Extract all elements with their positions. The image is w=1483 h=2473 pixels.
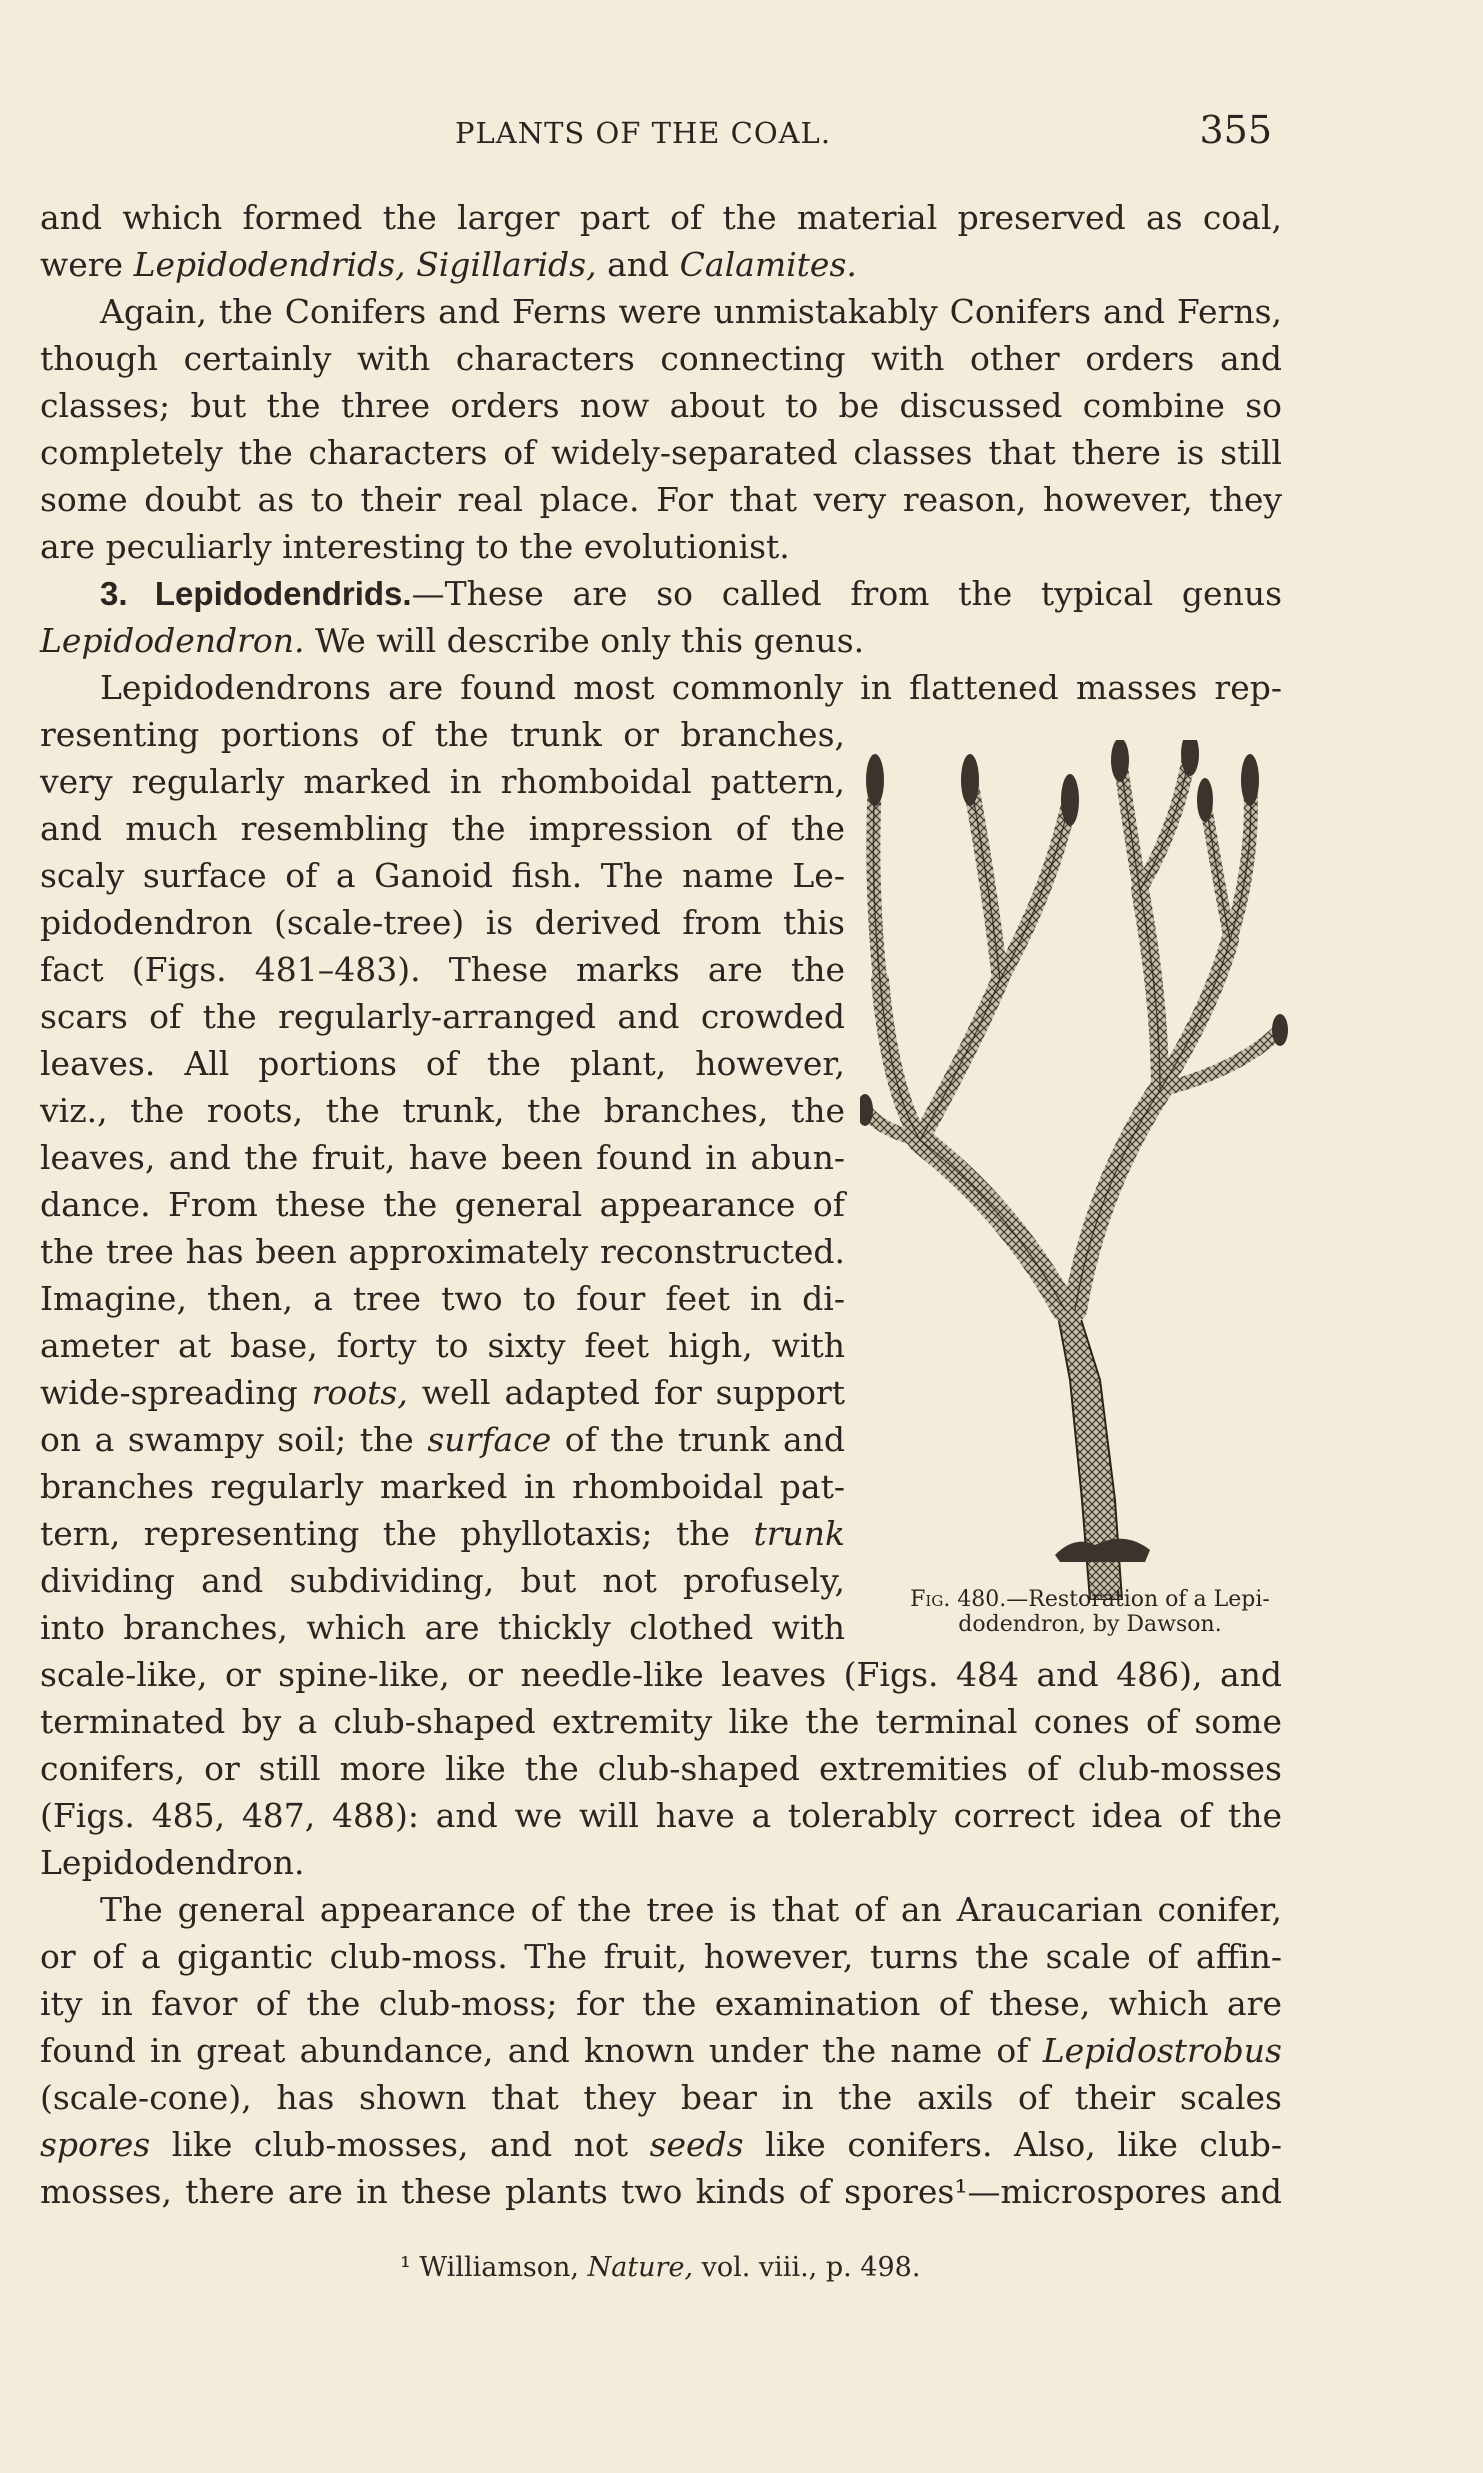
lepidodendron-illustration bbox=[860, 740, 1300, 1600]
italic-term: seeds bbox=[649, 2125, 744, 2164]
text-line: branches regularly marked in rhomboidal pat- bbox=[40, 1467, 845, 1506]
text-line: completely the characters of widely-separated classes that there is still bbox=[40, 433, 1282, 472]
text-line: and much resembling the impression of the bbox=[40, 809, 845, 848]
footnote-text: vol. viii., p. 498. bbox=[693, 2252, 921, 2283]
text-line: though certainly with characters connecting with other orders and bbox=[40, 339, 1282, 378]
text-line: very regularly marked in rhomboidal pattern, bbox=[40, 762, 845, 801]
page-number: 355 bbox=[1199, 108, 1272, 152]
text-line: classes; but the three orders now about to be discussed combine so bbox=[40, 386, 1282, 425]
text-line: leaves, and the fruit, have been found in abun- bbox=[40, 1138, 845, 1177]
text-line: or of a gigantic club-moss. The fruit, however, turns the scale of affin- bbox=[40, 1937, 1282, 1976]
text-span: were bbox=[40, 245, 134, 284]
italic-term: surface bbox=[427, 1420, 552, 1459]
text-line bbox=[40, 1371, 845, 1415]
text-line: scale-like, or spine-like, or needle-like leaves (Figs. 484 and 486), and bbox=[40, 1655, 1282, 1694]
text-line: conifers, or still more like the club-shaped extremities of club-mosses bbox=[40, 1749, 1282, 1788]
text-line: The general appearance of the tree is that of an Araucarian conifer, bbox=[100, 1890, 1282, 1929]
text-line: are peculiarly interesting to the evolutionist. bbox=[40, 527, 790, 566]
text-span: on a swampy soil; the bbox=[40, 1420, 428, 1459]
text-line: (Figs. 485, 487, 488): and we will have a tolerably correct idea of the bbox=[40, 1796, 1282, 1835]
text-span: and bbox=[596, 245, 680, 284]
text-span: like club-mosses, and not bbox=[150, 2125, 650, 2164]
text-span: well adapted for support bbox=[407, 1373, 845, 1412]
footnote-journal: Nature, bbox=[587, 2252, 694, 2283]
italic-term: trunk bbox=[753, 1514, 845, 1553]
italic-term: Calamites. bbox=[679, 245, 857, 284]
figure-caption bbox=[890, 1587, 1290, 1637]
text-span: found in great abundance, and known under the name of bbox=[40, 2031, 1043, 2070]
text-line: leaves. All portions of the plant, however, bbox=[40, 1044, 845, 1083]
text-span: tern, representing the phyllotaxis; the bbox=[40, 1514, 754, 1553]
caption-text: .—Restoration of a Lepi- bbox=[999, 1587, 1270, 1612]
italic-term: Lepidodendron. bbox=[40, 621, 305, 660]
text-line: scars of the regularly-arranged and crowded bbox=[40, 997, 845, 1036]
text-line: dance. From these the general appearance of bbox=[40, 1185, 845, 1224]
text-line: (scale-cone), has shown that they bear in the axils of their scales bbox=[40, 2078, 1282, 2117]
text-span: of the trunk and bbox=[551, 1420, 846, 1459]
text-line: into branches, which are thickly clothed with bbox=[40, 1608, 845, 1647]
italic-term: Lepidodendrids, bbox=[133, 245, 406, 284]
text-line: the tree has been approximately reconstructed. bbox=[40, 1232, 845, 1271]
running-header bbox=[40, 108, 1272, 152]
text-span: —These are so called from the typical genus bbox=[411, 574, 1283, 613]
caption-text: dodendron, by Dawson. bbox=[958, 1612, 1222, 1637]
text-span: wide-spreading bbox=[40, 1373, 312, 1412]
text-line: dividing and subdividing, but not profusely, bbox=[40, 1561, 845, 1600]
text-line bbox=[40, 2029, 1282, 2073]
text-line: Lepidodendrons are found most commonly in flattened masses rep- bbox=[100, 668, 1282, 707]
section-heading: 3. Lepidodendrids. bbox=[100, 575, 412, 612]
text-line: terminated by a club-shaped extremity like the terminal cones of some bbox=[40, 1702, 1282, 1741]
text-line: ity in favor of the club-moss; for the examination of these, which are bbox=[40, 1984, 1282, 2023]
text-line bbox=[40, 243, 1282, 287]
italic-term: spores bbox=[40, 2125, 151, 2164]
text-line: pidodendron (scale-tree) is derived from this bbox=[40, 903, 845, 942]
text-line: Lepidodendron. bbox=[40, 1843, 305, 1882]
text-span: We will describe only this genus. bbox=[304, 621, 865, 660]
text-line: ameter at base, forty to sixty feet high, with bbox=[40, 1326, 845, 1365]
figure-label: Fig. 480 bbox=[910, 1587, 1000, 1612]
text-line bbox=[40, 1512, 845, 1556]
text-line: mosses, there are in these plants two kinds of spores¹—microspores and bbox=[40, 2172, 1282, 2211]
running-title: PLANTS OF THE COAL. bbox=[455, 116, 832, 150]
text-line: and which formed the larger part of the material preserved as coal, bbox=[40, 198, 1282, 237]
text-line: resenting portions of the trunk or branches, bbox=[40, 715, 845, 754]
tree-drawing bbox=[860, 740, 1300, 1600]
text-line bbox=[40, 2123, 1282, 2167]
italic-term: Sigillarids, bbox=[416, 245, 597, 284]
text-line: some doubt as to their real place. For that very reason, however, they bbox=[40, 480, 1282, 519]
section-heading-line bbox=[100, 572, 1282, 616]
text-line: fact (Figs. 481–483). These marks are the bbox=[40, 950, 845, 989]
italic-term: Lepidostrobus bbox=[1042, 2031, 1282, 2070]
text-line: viz., the roots, the trunk, the branches, the bbox=[40, 1091, 845, 1130]
text-line bbox=[40, 619, 1282, 663]
text-line bbox=[40, 1418, 845, 1462]
footnote bbox=[400, 2250, 920, 2286]
text-span: like conifers. Also, like club- bbox=[743, 2125, 1282, 2164]
italic-term: roots, bbox=[311, 1373, 408, 1412]
footnote-text: ¹ Williamson, bbox=[400, 2252, 588, 2283]
text-line: Again, the Conifers and Ferns were unmistakably Conifers and Ferns, bbox=[100, 292, 1282, 331]
text-line: Imagine, then, a tree two to four feet in di- bbox=[40, 1279, 845, 1318]
text-line: scaly surface of a Ganoid fish. The name Le- bbox=[40, 856, 845, 895]
